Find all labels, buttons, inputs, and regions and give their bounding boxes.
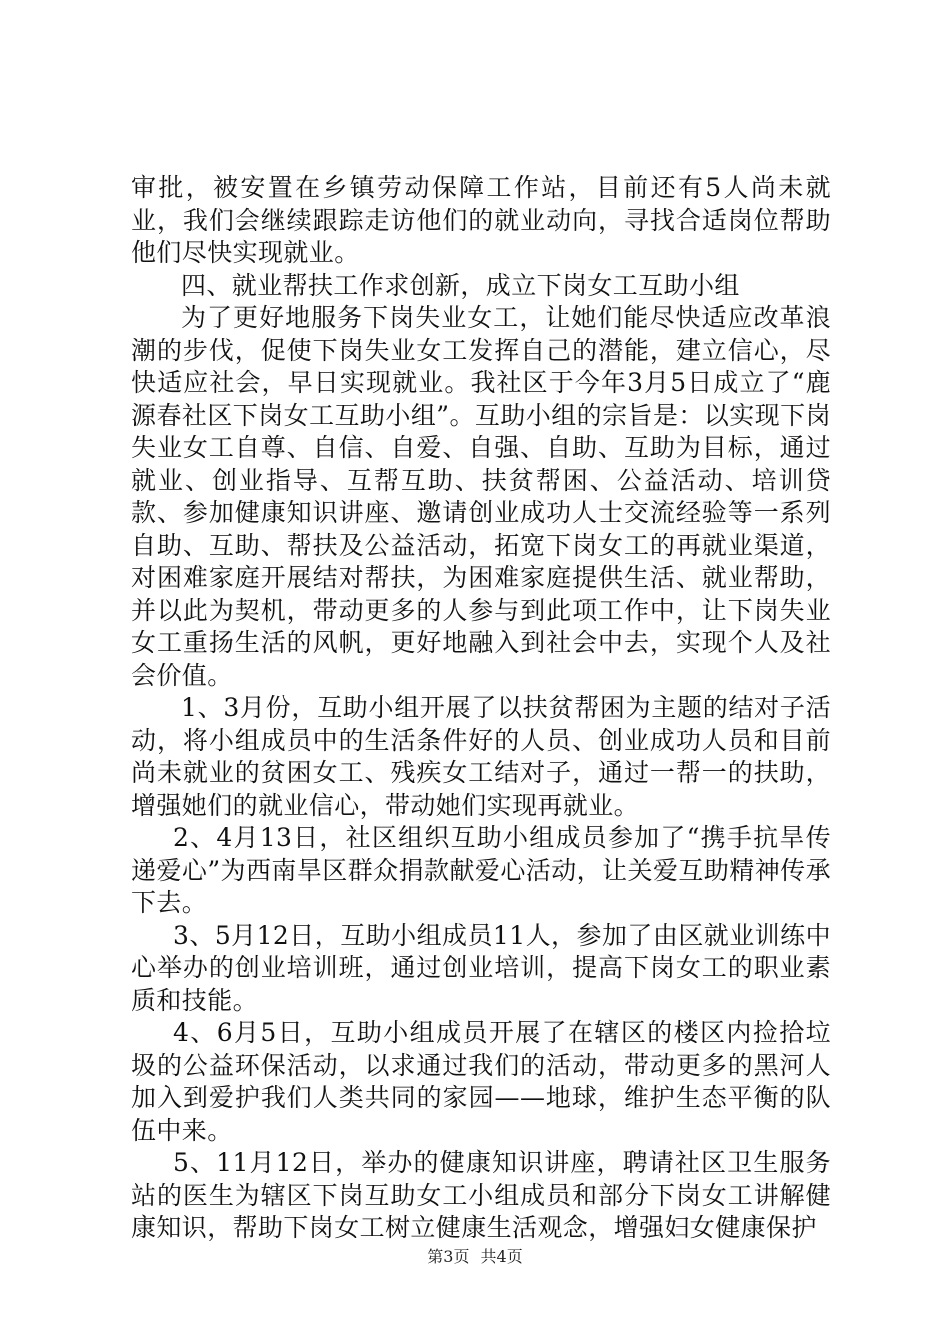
list-item-1: 1、3月份，互助小组开展了以扶贫帮困为主题的结对子活动，将小组成员中的生活条件好的人员、创业成功人员和目前尚未就业的贫困女工、残疾女工结对子，通过一帮一的扶助，增强她们的就业信心，带动她们实现再就业。 bbox=[131, 693, 831, 820]
document-body bbox=[131, 172, 831, 1245]
paragraph-intro: 为了更好地服务下岗失业女工，让她们能尽快适应改革浪潮的步伐，促使下岗失业女工发挥自己的潜能，建立信心，尽快适应社会，早日实现就业。我社区于今年3月5日成立了“鹿源春社区下岗女工互助小组”。互助小组的宗旨是：以实现下岗失业女工自尊、自信、自爱、自强、自助、互助为目标，通过就业、创业指导、互帮互助、扶贫帮困、公益活动、培训贷款、参加健康知识讲座、邀请创业成功人士交流经验等一系列自助、互助、帮扶及公益活动，拓宽下岗女工的再就业渠道，对困难家庭开展结对帮扶，为困难家庭提供生活、就业帮助，并以此为契机，带动更多的人参与到此项工作中，让下岗失业女工重扬生活的风帆，更好地融入到社会中去，实现个人及社会价值。 bbox=[131, 303, 831, 690]
paragraph-continuation: 审批，被安置在乡镇劳动保障工作站，目前还有5人尚未就业，我们会继续跟踪走访他们的就业动向，寻找合适岗位帮助他们尽快实现就业。 bbox=[131, 173, 831, 267]
list-item-5: 5、11月12日，举办的健康知识讲座，聘请社区卫生服务站的医生为辖区下岗互助女工小组成员和部分下岗女工讲解健康知识，帮助下岗女工树立健康生活观念，增强妇女健康保护 bbox=[131, 1148, 831, 1242]
section-heading: 四、就业帮扶工作求创新，成立下岗女工互助小组 bbox=[181, 270, 740, 300]
list-item-2: 2、4月13日，社区组织互助小组成员参加了“携手抗旱传递爱心”为西南旱区群众捐款献爱心活动，让关爱互助精神传承下去。 bbox=[131, 823, 831, 917]
page-total: 共4页 bbox=[480, 1247, 523, 1266]
page-number: 第3页 bbox=[427, 1247, 470, 1266]
page-footer bbox=[0, 1244, 950, 1267]
list-item-3: 3、5月12日，互助小组成员11人，参加了由区就业训练中心举办的创业培训班，通过创业培训，提高下岗女工的职业素质和技能。 bbox=[131, 920, 831, 1015]
list-item-4: 4、6月5日，互助小组成员开展了在辖区的楼区内捡拾垃圾的公益环保活动，以求通过我们的活动，带动更多的黑河人加入到爱护我们人类共同的家园——地球，维护生态平衡的队伍中来。 bbox=[131, 1018, 831, 1145]
